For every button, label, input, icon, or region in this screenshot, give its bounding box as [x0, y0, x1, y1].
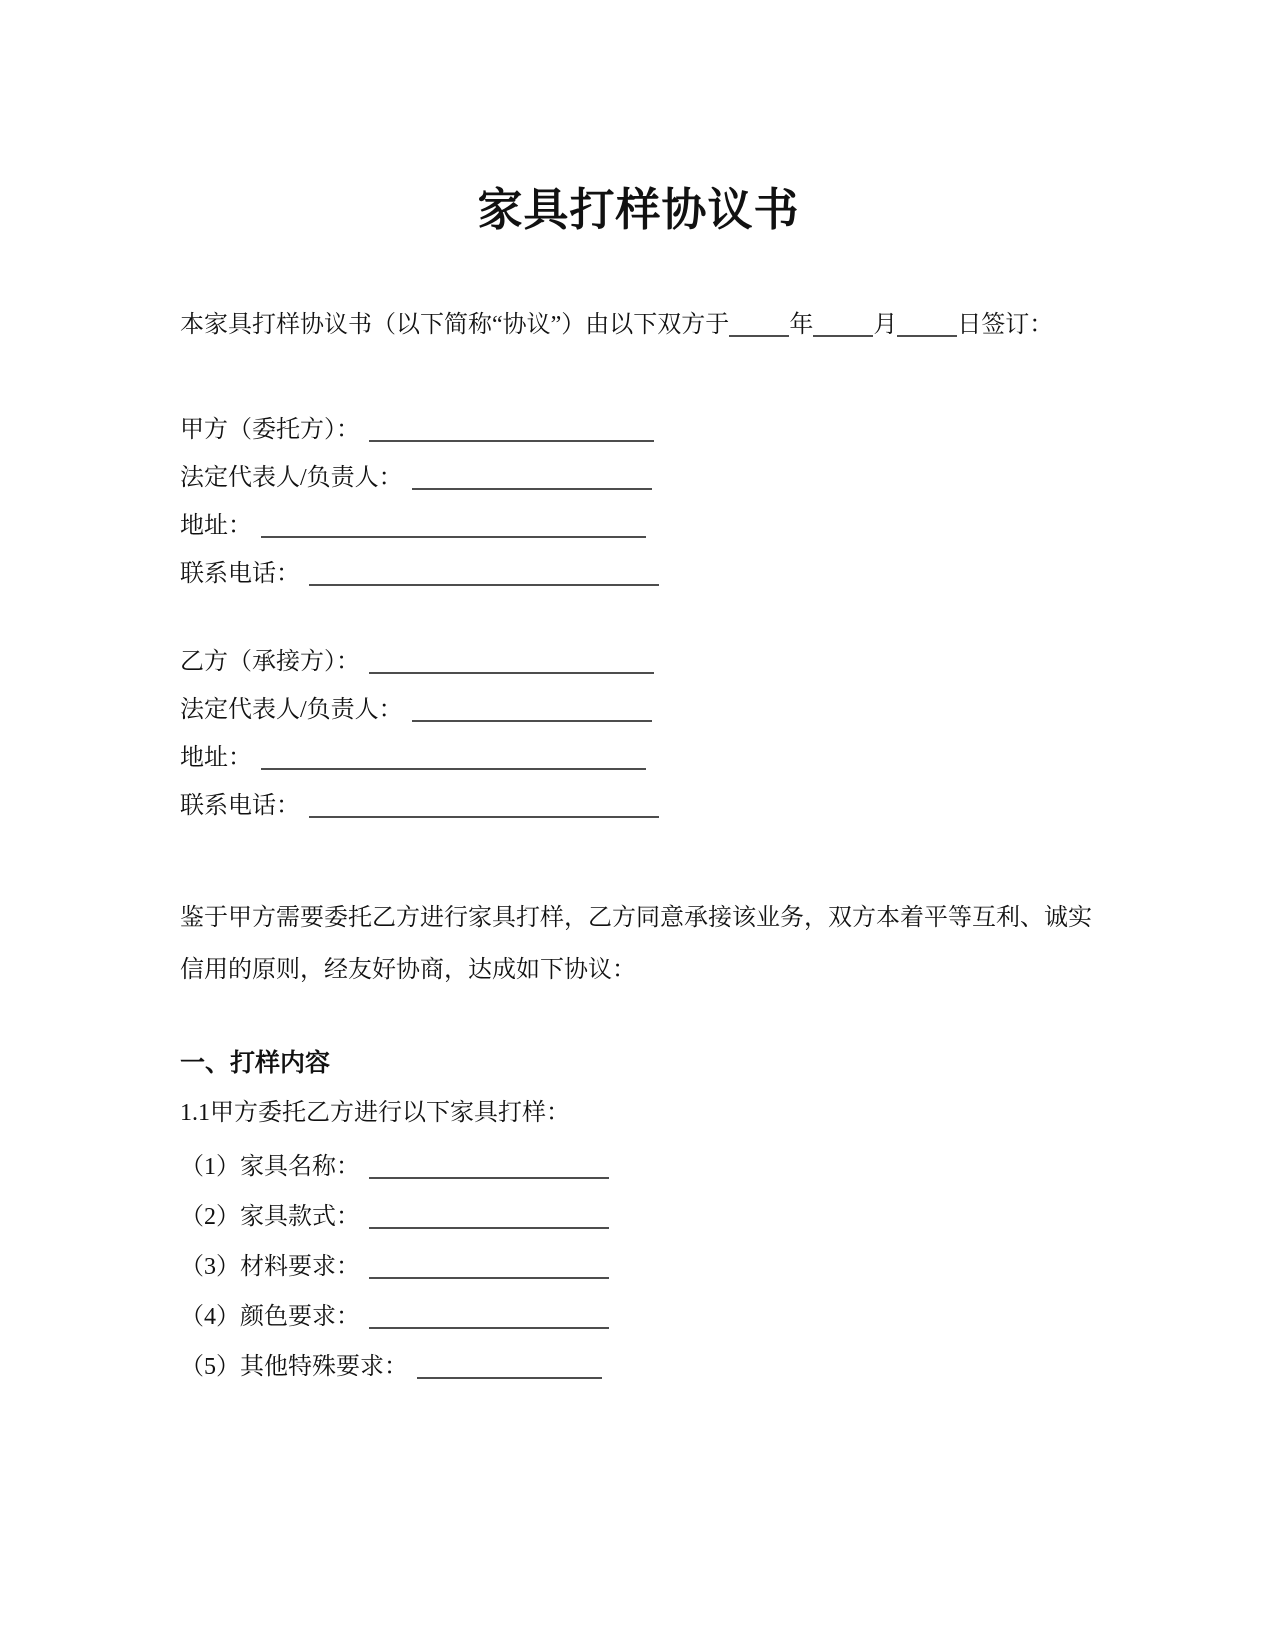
item-other-req-label: （5）其他特殊要求：	[180, 1353, 408, 1380]
sign-month-blank[interactable]	[813, 330, 873, 337]
party-a-name-blank[interactable]	[369, 435, 654, 442]
sign-year-blank[interactable]	[729, 330, 789, 337]
party-b-legal-rep-blank[interactable]	[412, 715, 652, 722]
party-a-address-label: 地址：	[180, 512, 252, 539]
party-a-legal-rep-label: 法定代表人/负责人：	[180, 464, 403, 491]
item-furniture-style-row	[180, 1192, 1097, 1242]
party-b-section	[180, 638, 1097, 830]
intro-paragraph	[180, 308, 1097, 342]
party-b-address-blank[interactable]	[261, 763, 646, 770]
party-b-legal-rep-label: 法定代表人/负责人：	[180, 696, 403, 723]
item-furniture-name-label: （1）家具名称：	[180, 1153, 360, 1180]
section-1-heading: 一、打样内容	[180, 1048, 331, 1077]
party-a-legal-rep-row	[180, 454, 1097, 502]
item-material-req-label: （3）材料要求：	[180, 1253, 360, 1280]
party-a-name-label: 甲方（委托方）：	[180, 416, 360, 443]
item-furniture-name-row	[180, 1142, 1097, 1192]
sampling-items-list	[180, 1142, 1097, 1392]
year-label: 年	[789, 311, 814, 338]
day-label: 日签订：	[957, 311, 1054, 338]
month-label: 月	[873, 311, 898, 338]
item-other-req-blank[interactable]	[417, 1372, 602, 1379]
item-color-req-blank[interactable]	[369, 1322, 609, 1329]
party-a-legal-rep-blank[interactable]	[412, 483, 652, 490]
item-furniture-style-label: （2）家具款式：	[180, 1203, 360, 1230]
party-a-address-row	[180, 502, 1097, 550]
party-b-legal-rep-row	[180, 686, 1097, 734]
party-a-section	[180, 406, 1097, 598]
item-furniture-name-blank[interactable]	[369, 1172, 609, 1179]
recital-paragraph: 鉴于甲方需要委托乙方进行家具打样，乙方同意承接该业务，双方本着平等互利、诚实信用的原则，经友好协商，达成如下协议：	[180, 904, 1092, 983]
party-b-phone-label: 联系电话：	[180, 792, 300, 819]
sign-day-blank[interactable]	[897, 330, 957, 337]
clause-1-1: 1.1甲方委托乙方进行以下家具打样：	[180, 1099, 570, 1126]
page-title: 家具打样协议书	[477, 185, 800, 235]
item-material-req-row	[180, 1242, 1097, 1292]
party-b-address-row	[180, 734, 1097, 782]
party-a-address-blank[interactable]	[261, 531, 646, 538]
item-furniture-style-blank[interactable]	[369, 1222, 609, 1229]
party-a-name-row	[180, 406, 1097, 454]
party-b-phone-row	[180, 782, 1097, 830]
item-other-req-row	[180, 1342, 1097, 1392]
party-b-name-label: 乙方（承接方）：	[180, 648, 360, 675]
item-color-req-row	[180, 1292, 1097, 1342]
party-b-address-label: 地址：	[180, 744, 252, 771]
party-b-phone-blank[interactable]	[309, 811, 659, 818]
party-a-phone-label: 联系电话：	[180, 560, 300, 587]
party-b-name-blank[interactable]	[369, 667, 654, 674]
intro-lead-text: 本家具打样协议书（以下简称“协议”）由以下双方于	[180, 311, 730, 338]
party-a-phone-row	[180, 550, 1097, 598]
item-material-req-blank[interactable]	[369, 1272, 609, 1279]
party-a-phone-blank[interactable]	[309, 579, 659, 586]
party-b-name-row	[180, 638, 1097, 686]
item-color-req-label: （4）颜色要求：	[180, 1303, 360, 1330]
